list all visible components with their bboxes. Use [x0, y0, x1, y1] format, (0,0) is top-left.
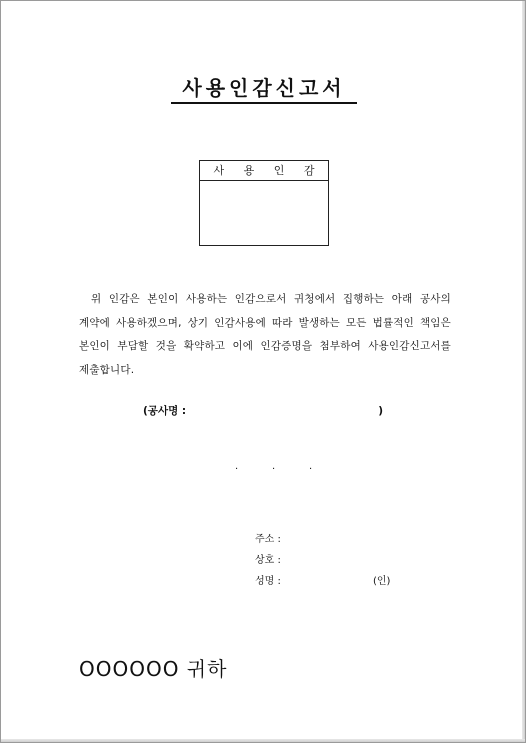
- name-row: [255, 571, 435, 592]
- address-label: 주소 :: [255, 534, 281, 545]
- seal-box-header: 사 용 인 감: [200, 161, 328, 181]
- name-label: 성명 :: [255, 576, 281, 587]
- applicant-block: [255, 529, 435, 592]
- addressee: OOOOOO 귀하: [79, 657, 228, 681]
- project-name-label: (공사명 :: [143, 405, 187, 417]
- page-shadow-bottom: [1, 739, 525, 742]
- project-name-line: [143, 403, 393, 419]
- date-dot-month: .: [272, 461, 276, 472]
- date-dot-year: .: [235, 461, 239, 472]
- seal-box: [199, 160, 329, 246]
- title-underline: [171, 102, 357, 104]
- body-paragraph: [79, 288, 451, 382]
- trade-name-row: [255, 550, 435, 571]
- body-text: 위 인감은 본인이 사용하는 인감으로서 귀청에서 집행하는 아래 공사의 계약에 사용하겠으며, 상기 인감사용에 따라 발생하는 모든 법률적인 책임은 본인이 부담할 것을 확약하고 이에 인감증명을 첨부하여 사용인감신고서를 제출합니다.: [79, 293, 451, 376]
- document-title: 사용인감신고서: [182, 76, 346, 100]
- seal-mark: (인): [373, 576, 391, 587]
- page-shadow-right: [522, 1, 525, 742]
- date-dot-day: .: [309, 461, 313, 472]
- project-name-close-paren: ): [378, 405, 383, 417]
- seal-stamp-area: [200, 181, 328, 245]
- date-line: [227, 459, 327, 475]
- address-row: [255, 529, 435, 550]
- trade-name-label: 상호 :: [255, 555, 281, 566]
